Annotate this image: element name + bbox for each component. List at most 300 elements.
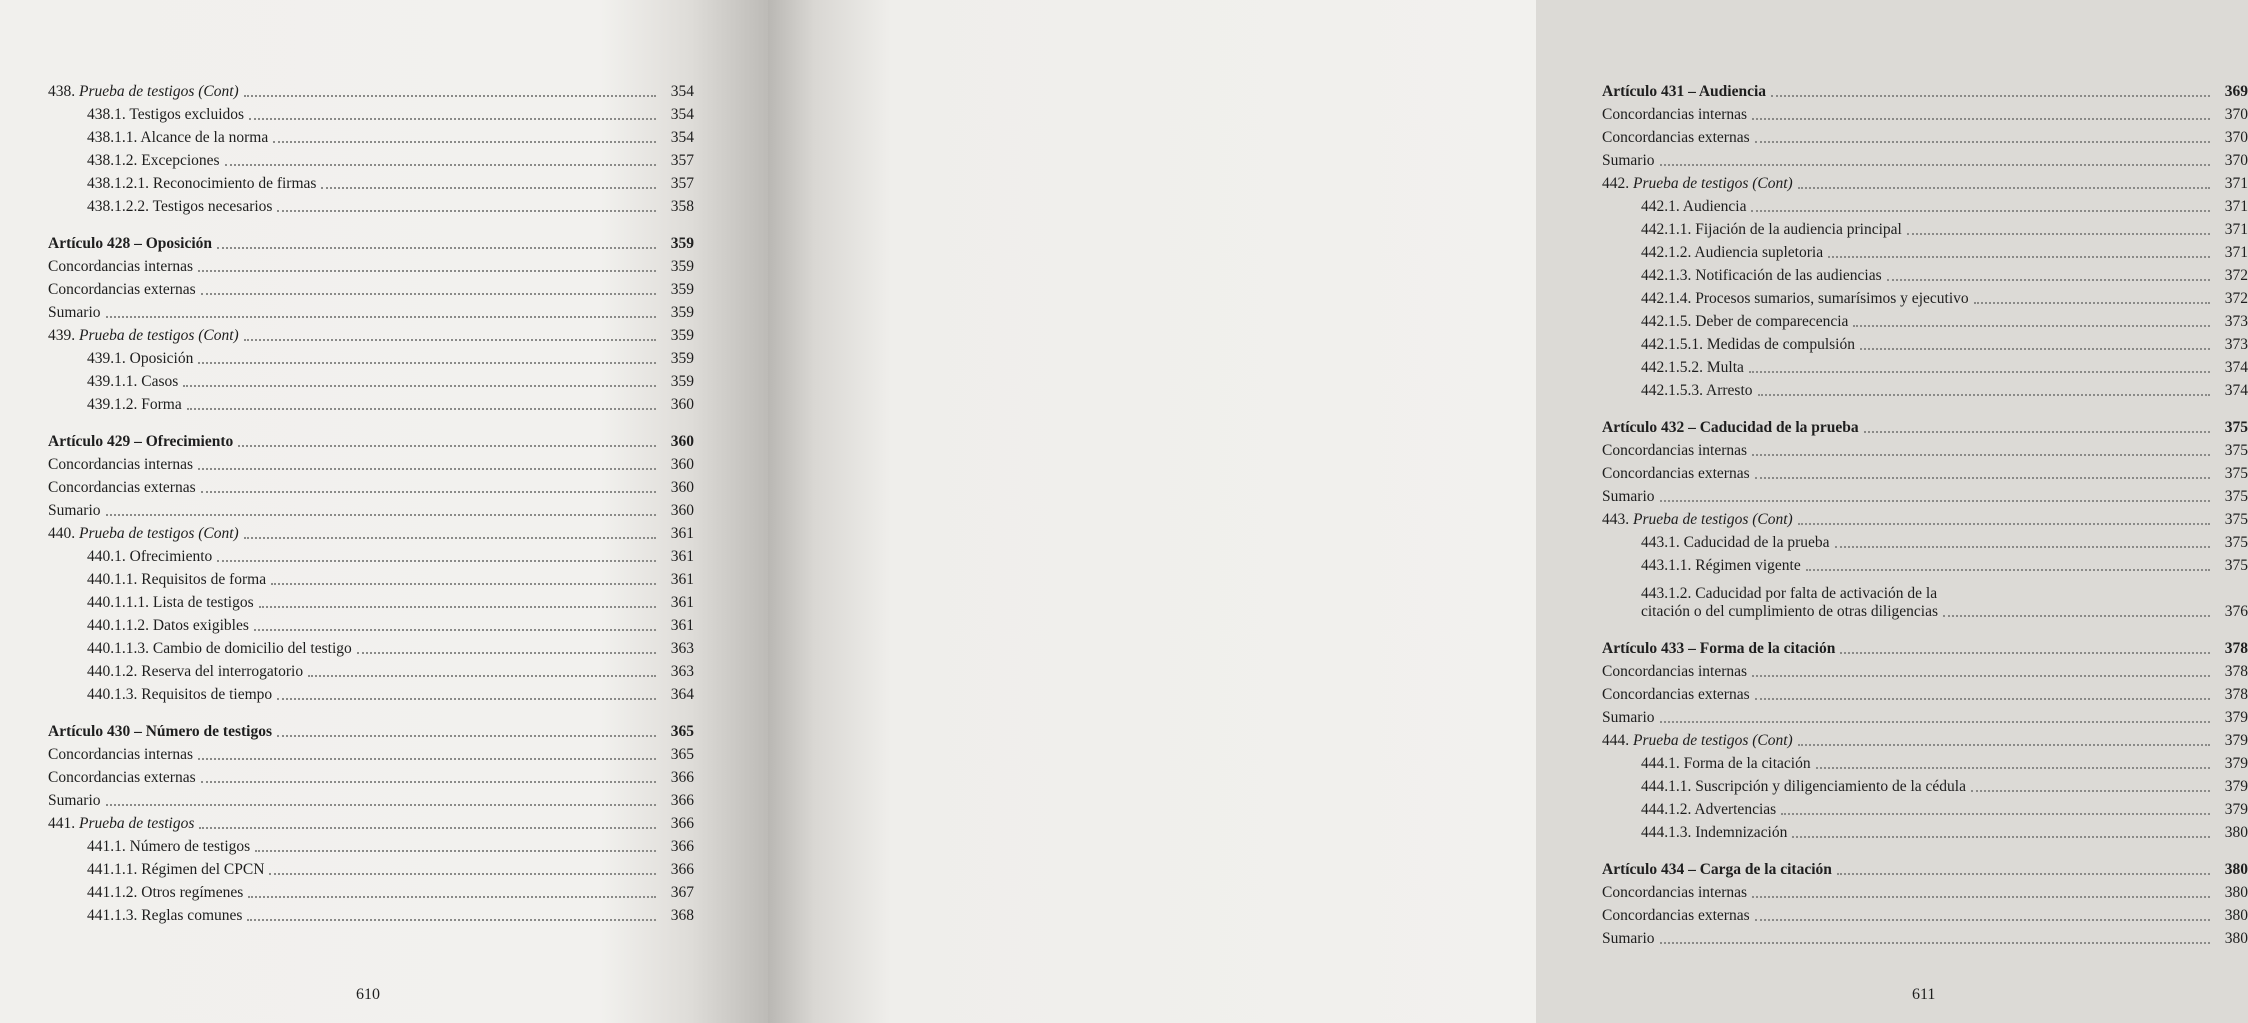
toc-entry-title: 444.1. Forma de la citación: [1641, 755, 1811, 772]
toc-page-number: 365: [670, 723, 694, 740]
toc-entry: [48, 635, 694, 658]
toc-entry-title: [1602, 511, 1793, 529]
toc-entry: [1602, 354, 2248, 377]
toc-entry-title: Artículo 433 – Forma de la citación: [1602, 640, 1836, 657]
toc-entry: [48, 101, 694, 124]
toc-article-entry: [1602, 856, 2248, 879]
toc-entry-title: Concordancias internas: [1602, 884, 1748, 901]
toc-entry-number: 443.: [1602, 511, 1630, 528]
dot-leader: [277, 209, 656, 212]
toc-entry-title: 440.1.1.2. Datos exigibles: [87, 617, 249, 634]
dot-leader: [271, 582, 656, 585]
toc-entry-title: Concordancias internas: [1602, 663, 1748, 680]
toc-entry-title: 440.1.2. Reserva del interrogatorio: [87, 663, 304, 680]
dot-leader: [1806, 568, 2210, 571]
toc-entry-title: [48, 327, 239, 345]
toc-page-number: 378: [2224, 686, 2248, 703]
toc-page-number: 361: [670, 571, 694, 588]
toc-entry: [48, 566, 694, 589]
toc-entry: [48, 299, 694, 322]
toc-entry: [1602, 819, 2248, 842]
toc-page-number: 372: [2224, 290, 2248, 307]
toc-entry-title: Concordancias internas: [48, 746, 194, 763]
toc-entry-title: 438.1. Testigos excluidos: [87, 106, 245, 123]
toc-entry: [1602, 147, 2248, 170]
toc-page-number: 369: [2224, 83, 2248, 100]
dot-leader: [1749, 370, 2210, 373]
toc-page-number: 371: [2224, 175, 2248, 192]
toc-page-number: 380: [2224, 907, 2248, 924]
table-of-contents: [1602, 78, 2248, 948]
toc-page-number: 357: [670, 152, 694, 169]
dot-leader: [217, 559, 656, 562]
toc-page-number: 375: [2224, 465, 2248, 482]
dot-leader: [198, 269, 656, 272]
toc-entry-title: Concordancias externas: [1602, 129, 1750, 146]
dot-leader: [259, 605, 656, 608]
dot-leader: [187, 407, 656, 410]
toc-entry: [1602, 124, 2248, 147]
toc-page-number: 364: [670, 686, 694, 703]
toc-entry: [48, 658, 694, 681]
toc-entry-title: 439.1. Oposición: [87, 350, 194, 367]
toc-entry-title: 442.1.1. Fijación de la audiencia principal: [1641, 221, 1902, 238]
toc-entry: [1602, 460, 2248, 483]
dot-leader: [1752, 117, 2210, 120]
toc-section-entry: [1602, 170, 2248, 193]
toc-entry: [48, 345, 694, 368]
left-page: [0, 0, 768, 1023]
toc-page-number: 378: [2224, 663, 2248, 680]
toc-entry: [48, 124, 694, 147]
toc-page-number: 378: [2224, 640, 2248, 657]
toc-entry-title: 440.1.1.3. Cambio de domicilio del testigo: [87, 640, 352, 657]
toc-entry: [48, 147, 694, 170]
toc-entry-heading: Prueba de testigos (Cont): [79, 525, 239, 542]
toc-entry-title: 438.1.2.2. Testigos necesarios: [87, 198, 273, 215]
toc-entry-title: 442.1.5.1. Medidas de compulsión: [1641, 336, 1855, 353]
toc-entry: [1602, 193, 2248, 216]
dot-leader: [1752, 453, 2210, 456]
toc-entry-title: [48, 525, 239, 543]
toc-entry-title: 444.1.2. Advertencias: [1641, 801, 1777, 818]
toc-page-number: 380: [2224, 930, 2248, 947]
dot-leader: [1907, 232, 2210, 235]
toc-entry-title: 439.1.1. Casos: [87, 373, 179, 390]
toc-section-entry: [48, 322, 694, 345]
toc-entry: [48, 833, 694, 856]
dot-leader: [1835, 545, 2210, 548]
toc-entry: [1602, 773, 2248, 796]
toc-entry-title: 442.1.5.2. Multa: [1641, 359, 1744, 376]
toc-entry-title: 442.1.5. Deber de comparecencia: [1641, 313, 1849, 330]
toc-entry-title: Concordancias externas: [1602, 907, 1750, 924]
toc-entry-title: 442.1.2. Audiencia supletoria: [1641, 244, 1824, 261]
dot-leader: [1771, 94, 2210, 97]
toc-entry: [1602, 796, 2248, 819]
toc-entry-title: Artículo 429 – Ofrecimiento: [48, 433, 234, 450]
toc-page-number: 360: [670, 502, 694, 519]
dot-leader: [106, 315, 656, 318]
toc-page-number: 360: [670, 456, 694, 473]
toc-entry: [1602, 552, 2248, 575]
toc-entry: [48, 543, 694, 566]
toc-page-number: 375: [2224, 511, 2248, 528]
dot-leader: [201, 780, 656, 783]
toc-entry-title: Concordancias internas: [1602, 106, 1748, 123]
dot-leader: [1781, 812, 2210, 815]
toc-page-number: 371: [2224, 198, 2248, 215]
toc-entry-title: 439.1.2. Forma: [87, 396, 182, 413]
toc-entry: [1602, 681, 2248, 704]
toc-entry: [1602, 262, 2248, 285]
dot-leader: [1660, 941, 2210, 944]
toc-article-entry: [48, 718, 694, 741]
dot-leader: [183, 384, 656, 387]
toc-page-number: 361: [670, 617, 694, 634]
toc-entry: [48, 497, 694, 520]
right-page: [768, 0, 2248, 1023]
dot-leader: [1798, 186, 2210, 189]
toc-entry: [1602, 285, 2248, 308]
toc-entry-heading: Prueba de testigos (Cont): [1633, 732, 1793, 749]
dot-leader: [255, 849, 656, 852]
dot-leader: [1853, 324, 2210, 327]
dot-leader: [1660, 499, 2210, 502]
toc-page-number: 361: [670, 548, 694, 565]
toc-page-number: 359: [670, 350, 694, 367]
toc-entry: [1602, 216, 2248, 239]
toc-page-number: 370: [2224, 129, 2248, 146]
dot-leader: [1792, 835, 2210, 838]
toc-entry-title: 444.1.3. Indemnización: [1641, 824, 1788, 841]
toc-page-number: 366: [670, 838, 694, 855]
toc-entry-title: Artículo 430 – Número de testigos: [48, 723, 273, 740]
toc-entry-title: 442.1.5.3. Arresto: [1641, 382, 1753, 399]
toc-entry-title: 443.1.1. Régimen vigente: [1641, 557, 1801, 574]
toc-entry-title: Artículo 431 – Audiencia: [1602, 83, 1767, 100]
toc-page-number: 359: [670, 281, 694, 298]
toc-entry-title: Artículo 434 – Carga de la citación: [1602, 861, 1832, 878]
toc-page-number: 380: [2224, 884, 2248, 901]
toc-entry-title: Sumario: [1602, 152, 1655, 169]
toc-page-number: 360: [670, 433, 694, 450]
toc-entry-number: 440.: [48, 525, 76, 542]
toc-entry: [1602, 437, 2248, 460]
dot-leader: [1660, 720, 2210, 723]
toc-page-number: 363: [670, 640, 694, 657]
toc-entry-title: 442.1. Audiencia: [1641, 198, 1747, 215]
dot-leader: [1816, 766, 2210, 769]
dot-leader: [1943, 614, 2210, 617]
toc-entry-title: 438.1.1. Alcance de la norma: [87, 129, 269, 146]
toc-article-entry: [48, 230, 694, 253]
dot-leader: [244, 536, 656, 539]
dot-leader: [198, 361, 656, 364]
dot-leader: [1840, 651, 2210, 654]
toc-entry: [48, 764, 694, 787]
toc-entry: [1602, 239, 2248, 262]
toc-page-number: 366: [670, 769, 694, 786]
toc-entry: [48, 368, 694, 391]
toc-entry-title: 438.1.2.1. Reconocimiento de firmas: [87, 175, 317, 192]
toc-section-entry: [1602, 506, 2248, 529]
toc-page-number: 354: [670, 83, 694, 100]
dot-leader: [106, 803, 656, 806]
toc-entry-title: [48, 83, 239, 101]
toc-entry-heading: Prueba de testigos: [79, 815, 195, 832]
toc-page-number: 380: [2224, 824, 2248, 841]
toc-entry-title: Concordancias externas: [1602, 465, 1750, 482]
toc-entry-title: 443.1.2. Caducidad por falta de activación de la citación o del cumplimiento de otras diligencias: [1641, 585, 1938, 620]
toc-entry-title: Sumario: [1602, 930, 1655, 947]
toc-page-number: 366: [670, 815, 694, 832]
toc-entry-title: [1602, 175, 1793, 193]
toc-entry-title: 438.1.2. Excepciones: [87, 152, 220, 169]
toc-entry-title: 441.1.2. Otros regímenes: [87, 884, 244, 901]
dot-leader: [199, 826, 656, 829]
toc-page-number: 360: [670, 396, 694, 413]
toc-entry-title: 443.1. Caducidad de la prueba: [1641, 534, 1830, 551]
toc-page-number: 375: [2224, 419, 2248, 436]
toc-entry: [1602, 101, 2248, 124]
toc-section-entry: [48, 78, 694, 101]
toc-section-entry: [48, 810, 694, 833]
toc-entry-title: 442.1.4. Procesos sumarios, sumarísimos y ejecutivo: [1641, 290, 1969, 307]
toc-entry-title: 442.1.3. Notificación de las audiencias: [1641, 267, 1882, 284]
toc-page-number: 374: [2224, 382, 2248, 399]
dot-leader: [1755, 140, 2210, 143]
toc-entry-title: 444.1.1. Suscripción y diligenciamiento de la cédula: [1641, 778, 1966, 795]
toc-entry-title: Concordancias externas: [48, 769, 196, 786]
toc-entry: [1602, 925, 2248, 948]
toc-entry: [1602, 331, 2248, 354]
toc-page-number: 366: [670, 861, 694, 878]
toc-page-number: 354: [670, 129, 694, 146]
toc-entry-title: Concordancias externas: [48, 281, 196, 298]
toc-entry-title: Concordancias internas: [48, 456, 194, 473]
toc-page-number: 359: [670, 327, 694, 344]
toc-entry-title: Sumario: [1602, 709, 1655, 726]
toc-entry-title: Concordancias externas: [1602, 686, 1750, 703]
toc-entry: [48, 589, 694, 612]
toc-entry: [48, 253, 694, 276]
toc-entry: [1602, 658, 2248, 681]
table-of-contents: [48, 78, 694, 925]
toc-entry-title: Artículo 428 – Oposición: [48, 235, 213, 252]
toc-page-number: 380: [2224, 861, 2248, 878]
toc-entry-title: Sumario: [48, 502, 101, 519]
toc-page-number: 379: [2224, 732, 2248, 749]
toc-entry-title: 440.1.1. Requisitos de forma: [87, 571, 267, 588]
dot-leader: [201, 490, 656, 493]
dot-leader: [1828, 255, 2210, 258]
toc-entry: [48, 193, 694, 216]
toc-entry-title: [48, 815, 194, 833]
toc-entry-number: 439.: [48, 327, 76, 344]
toc-page-number: 366: [670, 792, 694, 809]
toc-article-entry: [48, 428, 694, 451]
dot-leader: [1864, 430, 2210, 433]
dot-leader: [1752, 895, 2210, 898]
dot-leader: [248, 895, 656, 898]
toc-page-number: 371: [2224, 244, 2248, 261]
toc-entry-title: 441.1. Número de testigos: [87, 838, 251, 855]
toc-entry-title: Concordancias internas: [1602, 442, 1748, 459]
toc-page-number: 368: [670, 907, 694, 924]
toc-entry: [1602, 704, 2248, 727]
toc-page-number: 375: [2224, 534, 2248, 551]
toc-entry: [1602, 377, 2248, 400]
toc-entry-number: 438.: [48, 83, 76, 100]
toc-page-number: 370: [2224, 106, 2248, 123]
dot-leader: [201, 292, 656, 295]
dot-leader: [198, 467, 656, 470]
toc-page-number: 361: [670, 594, 694, 611]
dot-leader: [357, 651, 656, 654]
toc-page-number: 371: [2224, 221, 2248, 238]
toc-entry-title: Sumario: [48, 304, 101, 321]
toc-article-entry: [1602, 635, 2248, 658]
toc-entry-title: [1602, 732, 1793, 750]
toc-page-number: 354: [670, 106, 694, 123]
toc-entry-number: 441.: [48, 815, 76, 832]
toc-page-number: 357: [670, 175, 694, 192]
toc-entry-title: 440.1.1.1. Lista de testigos: [87, 594, 254, 611]
toc-entry: [48, 681, 694, 704]
dot-leader: [1798, 522, 2210, 525]
toc-entry: [48, 879, 694, 902]
toc-page-number: 375: [2224, 557, 2248, 574]
toc-section-entry: [48, 520, 694, 543]
dot-leader: [217, 246, 656, 249]
dot-leader: [277, 697, 656, 700]
dot-leader: [277, 734, 656, 737]
toc-page-number: 359: [670, 235, 694, 252]
toc-entry: [48, 276, 694, 299]
toc-entry: [1602, 750, 2248, 773]
toc-page-number: 379: [2224, 801, 2248, 818]
dot-leader: [106, 513, 656, 516]
toc-entry: [48, 170, 694, 193]
dot-leader: [249, 117, 656, 120]
dot-leader: [1974, 301, 2210, 304]
dot-leader: [273, 140, 656, 143]
toc-entry-number: 444.: [1602, 732, 1630, 749]
toc-entry-heading: Prueba de testigos (Cont): [79, 327, 239, 344]
dot-leader: [1752, 674, 2210, 677]
toc-page-number: 363: [670, 663, 694, 680]
toc-page-number: 360: [670, 479, 694, 496]
toc-page-number: 370: [2224, 152, 2248, 169]
toc-entry-heading: Prueba de testigos (Cont): [1633, 175, 1793, 192]
toc-page-number: 373: [2224, 313, 2248, 330]
toc-entry: [48, 451, 694, 474]
toc-entry-title: Sumario: [48, 792, 101, 809]
dot-leader: [1755, 918, 2210, 921]
dot-leader: [1755, 476, 2210, 479]
toc-page-number: 359: [670, 373, 694, 390]
toc-page-number: 372: [2224, 267, 2248, 284]
dot-leader: [254, 628, 656, 631]
toc-entry: [1602, 529, 2248, 552]
dot-leader: [1660, 163, 2210, 166]
dot-leader: [247, 918, 656, 921]
dot-leader: [1837, 872, 2210, 875]
toc-entry: [1602, 575, 2248, 621]
toc-entry-heading: Prueba de testigos (Cont): [1633, 511, 1793, 528]
toc-page-number: 373: [2224, 336, 2248, 353]
dot-leader: [238, 444, 656, 447]
dot-leader: [244, 94, 656, 97]
toc-page-number: 376: [2224, 603, 2248, 620]
toc-entry: [48, 787, 694, 810]
dot-leader: [1887, 278, 2210, 281]
toc-entry: [48, 741, 694, 764]
toc-entry-heading: Prueba de testigos (Cont): [79, 83, 239, 100]
dot-leader: [269, 872, 656, 875]
toc-entry: [48, 856, 694, 879]
toc-article-entry: [1602, 78, 2248, 101]
dot-leader: [1751, 209, 2210, 212]
toc-page-number: 379: [2224, 778, 2248, 795]
dot-leader: [1860, 347, 2210, 350]
dot-leader: [198, 757, 656, 760]
toc-page-number: 358: [670, 198, 694, 215]
dot-leader: [225, 163, 656, 166]
toc-entry-title: 441.1.3. Reglas comunes: [87, 907, 243, 924]
dot-leader: [1798, 743, 2210, 746]
dot-leader: [321, 186, 656, 189]
toc-page-number: 379: [2224, 709, 2248, 726]
toc-entry-title: 441.1.1. Régimen del CPCN: [87, 861, 265, 878]
toc-entry-title: Artículo 432 – Caducidad de la prueba: [1602, 419, 1859, 436]
toc-entry-title: Concordancias internas: [48, 258, 194, 275]
toc-page-number: 367: [670, 884, 694, 901]
toc-entry: [48, 474, 694, 497]
toc-entry-title: 440.1. Ofrecimiento: [87, 548, 213, 565]
toc-entry-title: Sumario: [1602, 488, 1655, 505]
toc-page-number: 374: [2224, 359, 2248, 376]
dot-leader: [244, 338, 656, 341]
toc-page-number: 375: [2224, 488, 2248, 505]
toc-page-number: 365: [670, 746, 694, 763]
toc-article-entry: [1602, 414, 2248, 437]
toc-section-entry: [1602, 727, 2248, 750]
toc-entry: [48, 902, 694, 925]
toc-entry: [48, 391, 694, 414]
toc-page-number: 359: [670, 304, 694, 321]
toc-entry: [1602, 308, 2248, 331]
toc-entry-number: 442.: [1602, 175, 1630, 192]
page-number: 610: [356, 986, 380, 1003]
toc-page-number: 361: [670, 525, 694, 542]
dot-leader: [1755, 697, 2210, 700]
dot-leader: [308, 674, 656, 677]
toc-entry: [48, 612, 694, 635]
toc-entry: [1602, 483, 2248, 506]
toc-entry: [1602, 879, 2248, 902]
toc-entry-title: Concordancias externas: [48, 479, 196, 496]
toc-page-number: 375: [2224, 442, 2248, 459]
dot-leader: [1971, 789, 2210, 792]
dot-leader: [1758, 393, 2210, 396]
toc-entry-title: 440.1.3. Requisitos de tiempo: [87, 686, 273, 703]
toc-page-number: 359: [670, 258, 694, 275]
toc-page-number: 379: [2224, 755, 2248, 772]
page-number: 611: [1912, 986, 1936, 1003]
toc-entry: [1602, 902, 2248, 925]
